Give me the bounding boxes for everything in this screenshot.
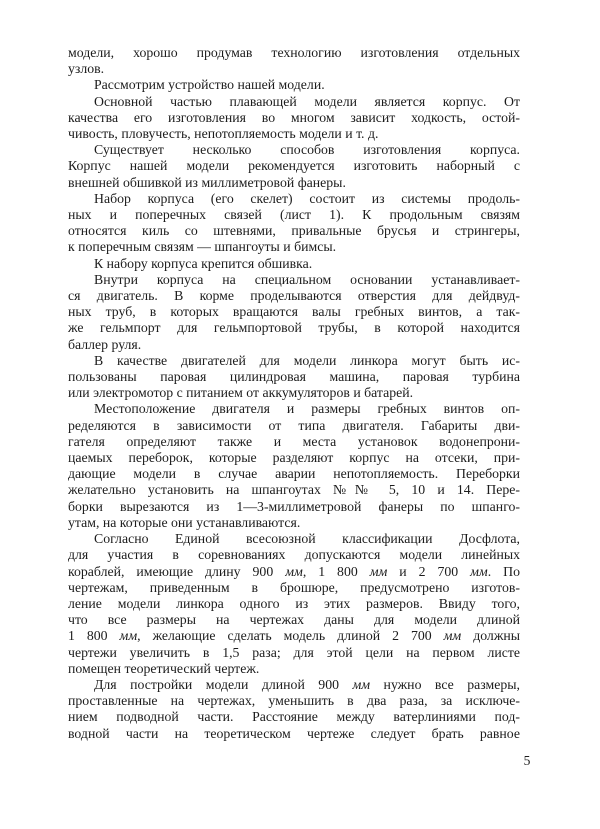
text-line: гателя определяют также и места установок водонепрони- <box>68 433 520 449</box>
text-line: к поперечным связям — шпангоуты и бимсы. <box>68 239 337 255</box>
text-line: Местоположение двигателя и размеры гребных винтов оп- <box>94 401 520 417</box>
text-line: модели, хорошо продумав технологию изготовления отдельных <box>68 45 520 60</box>
text-line: баллер руля. <box>68 336 142 352</box>
page-number: 5 <box>523 753 531 768</box>
text-line: чивость, пловучесть, непотопляемость модели и т. д. <box>68 126 379 142</box>
text-line: Основной частью плавающей модели является корпус. От <box>94 93 520 109</box>
text-line: Согласно Единой всесоюзной классификации Досфлота, <box>94 531 520 547</box>
text-line: утам, на которые они устанавливаются. <box>68 514 301 530</box>
text-line: что все размеры на чертежах даны для модели длиной <box>68 612 520 628</box>
text-line: ных и поперечных связей (лист 1). К продольным связям <box>68 207 520 223</box>
text-line: ление модели линкора одного из этих размеров. Ввиду того, <box>68 595 520 611</box>
text-line: желательно установить на шпангоутах №№ 5, 10 и 14. Пере- <box>68 482 520 498</box>
text-line: цаемых переборок, которые разделяют корпус на отсеки, при- <box>68 450 520 466</box>
text-line: водной части на теоретическом чертеже следует брать равное <box>68 725 520 741</box>
text-line: чертежам, приведенным в брошюре, предусмотрено изготов- <box>68 579 520 595</box>
measurement-italic: мм <box>119 628 138 644</box>
text-line: нием подводной части. Расстояние между ватерлиниями под- <box>68 709 520 725</box>
text-line: же гельмпорт для гельмпортовой трубы, в которой находится <box>68 320 520 336</box>
text-line: чертежи увеличить в 1,5 раза; для этой цели на первом листе <box>68 644 520 660</box>
text-line: Корпус нашей модели рекомендуется изготовить наборный с <box>68 158 520 174</box>
text-line: ся двигатель. В корме проделываются отверстия для дейдвуд- <box>68 288 520 304</box>
text-line: пользованы паровая цилиндровая машина, паровая турбина <box>68 369 520 385</box>
text-line: помещен теоретический чертеж. <box>68 660 260 676</box>
measurement-italic: мм <box>443 628 462 644</box>
text-line: для участия в соревнованиях допускаются модели линейных <box>68 547 520 563</box>
text-line: К набору корпуса крепится обшивка. <box>94 255 313 271</box>
measurement-italic: мм <box>470 563 488 579</box>
text-line: проставленные на чертежах, уменьшить в два раза, за исключе- <box>68 693 520 709</box>
text-line: 1 800 мм, желающие сделать модель длиной 2 700 мм должны <box>68 628 521 644</box>
text-line: кораблей, имеющие длину 900 мм, 1 800 мм и 2 700 мм. По <box>68 563 520 579</box>
text-line: Рассмотрим устройство нашей модели. <box>94 77 325 93</box>
text-line: Набор корпуса (его скелет) состоит из системы продоль- <box>94 190 520 206</box>
text-line: Для постройки модели длиной 900 мм нужно все размеры, <box>94 676 520 692</box>
text-line: дающие модели в случае аварии непотопляемость. Переборки <box>68 466 520 482</box>
measurement-italic: мм <box>285 563 303 579</box>
text-line: ных труб, в которых вращаются валы гребных винтов, а так- <box>68 304 520 320</box>
measurement-italic: мм <box>352 676 371 692</box>
text-line: борки вырезаются из 1—3-миллиметровой фанеры по шпанго- <box>68 498 520 514</box>
text-line: внешней обшивкой из миллиметровой фанеры. <box>68 174 346 190</box>
text-line: В качестве двигателей для модели линкора могут быть ис- <box>94 352 520 368</box>
text-line: или электромотор с питанием от аккумуляторов и батарей. <box>68 385 414 401</box>
text-line: ределяются в зависимости от типа двигателя. Габариты дви- <box>68 417 520 433</box>
text-line: узлов. <box>68 61 105 77</box>
text-line: Внутри корпуса на специальном основании устанавливает- <box>94 271 520 287</box>
measurement-italic: мм <box>369 563 388 579</box>
text-line: относятся киль со штевнями, привальные брусья и стрингеры, <box>68 223 520 239</box>
text-line: качества его изготовления во многом зависит ходкость, остой- <box>68 109 520 125</box>
text-block <box>68 45 520 742</box>
text-line: Существует несколько способов изготовления корпуса. <box>94 142 520 158</box>
